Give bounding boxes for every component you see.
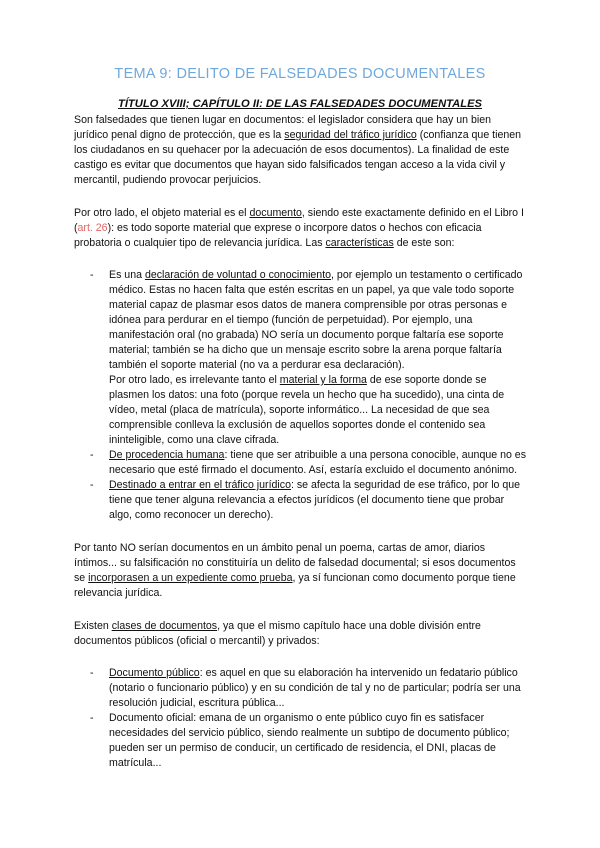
paragraph-classes (74, 619, 526, 649)
underlined-term: material y la forma (279, 374, 367, 386)
underlined-term: características (325, 237, 394, 249)
underlined-term: seguridad del tráfico jurídico (284, 129, 417, 141)
text: , ya que el mismo capítulo hace una doble división entre documentos públicos (oficial o mercantil) y privados: (74, 620, 481, 647)
text: Por tanto NO serían documentos en un ámbito penal un poema, cartas de amor, diarios íntimos... su falsificación no constituiría un delito de falsedad documental; si esos documentos se (74, 542, 516, 584)
underlined-term: clases de documentos (111, 620, 218, 632)
text: (confianza que tienen los ciudadanos en su quehacer por la adecuación de esos documentos). La finalidad de este castigo es evitar que documentos que hayan sido falsificados tengan acceso a la vida civil y mercantil, pudiendo provocar perjuicios. (74, 129, 522, 186)
text: Por otro lado, el objeto material es el (74, 207, 250, 219)
underlined-term: Documento público (109, 667, 200, 679)
text: : se afecta la seguridad de ese tráfico, por lo que tiene que tener alguna relevancia a efectos jurídicos (el documento tiene que probar algo, como reconocer un derecho). (109, 479, 521, 521)
list-item (74, 666, 526, 711)
underlined-term: De procedencia humana (109, 449, 225, 461)
list-dash: - (90, 269, 94, 281)
list-item (74, 268, 526, 448)
paragraph-intro (74, 113, 526, 188)
list-dash: - (90, 479, 94, 491)
text: , ya sí funcionan como documento porque tiene relevancia jurídica. (74, 572, 516, 599)
underlined-term: documento (249, 207, 302, 219)
text: ): es todo soporte material que exprese o incorpore datos o hechos con eficacia probatoria o cualquier tipo de relevancia jurídica. Las (74, 222, 482, 249)
text: : es aquel en que su elaboración ha intervenido un fedatario público (notario o funcionario público) y en su condición de tal y no de particular; podría ser una resolución judicial, escritura pública... (109, 667, 521, 709)
document-title: TEMA 9: DELITO DE FALSEDADES DOCUMENTALES (114, 66, 486, 82)
list-dash: - (90, 667, 94, 679)
list-item (74, 711, 526, 771)
text: Por otro lado, es irrelevante tanto el (109, 374, 280, 386)
text: de este son: (393, 237, 455, 249)
paragraph-non-documents (74, 541, 526, 601)
paragraph-object (74, 206, 526, 251)
underlined-term: Destinado a entrar en el tráfico jurídico (109, 479, 291, 491)
text: Son falsedades que tienen lugar en documentos: el legislador considera que hay un bien jurídico penal digno de protección, que es la (74, 114, 491, 141)
underlined-term: declaración de voluntad o conocimiento (144, 269, 332, 281)
text: Documento oficial: emana de un organismo o ente público cuyo fin es satisfacer necesidades del servicio público, siendo realmente un subtipo de documento público; pueden ser un permiso de conducir, un certificado de residencia, el DNI, placas de matrícula... (109, 712, 510, 769)
list-item (74, 478, 526, 523)
list-dash: - (90, 712, 94, 724)
document-classes-list (74, 666, 526, 771)
list-dash: - (90, 449, 94, 461)
text: de ese soporte donde se plasmen los datos: una foto (porque revela un hecho que ha sucedido), una cinta de vídeo, metal (placa de matrícula), soporte informático... La necesidad de que sea comprensible conlleva la exclusión de aquellos soportes donde el contenido sea ininteligible, como una clave cifrada. (109, 374, 505, 446)
text: : tiene que ser atribuible a una persona conocible, aunque no es necesario que esté firmado el documento. Así, estaría excluido el documento anónimo. (109, 449, 526, 476)
text: Existen (74, 620, 112, 632)
underlined-term: incorporasen a un expediente como prueba (88, 572, 293, 584)
list-item (74, 448, 526, 478)
text: Es una (109, 269, 145, 281)
text: , por ejemplo un testamento o certificado médico. Estas no hacen falta que estén escritas en un papel, ya que vale todo soporte material capaz de plasmar esos datos de manera comprensible por otras personas e idónea para perdurar en el tiempo (función de perpetuidad). Por ejemplo, una manifestación oral (no grabada) NO sería un documento porque faltaría ese soporte material; también se ha dicho que un mensaje escrito sobre la arena porque faltaría también el soporte material (no va a perdurar esa declaración). (109, 269, 523, 371)
document-page (74, 66, 526, 789)
article-reference: art. 26 (77, 222, 108, 234)
section-subtitle: TÍTULO XVIII; CAPÍTULO II: DE LAS FALSEDADES DOCUMENTALES (117, 98, 482, 110)
characteristics-list (74, 268, 526, 523)
text: , siendo este exactamente definido en el Libro I ( (74, 207, 524, 234)
